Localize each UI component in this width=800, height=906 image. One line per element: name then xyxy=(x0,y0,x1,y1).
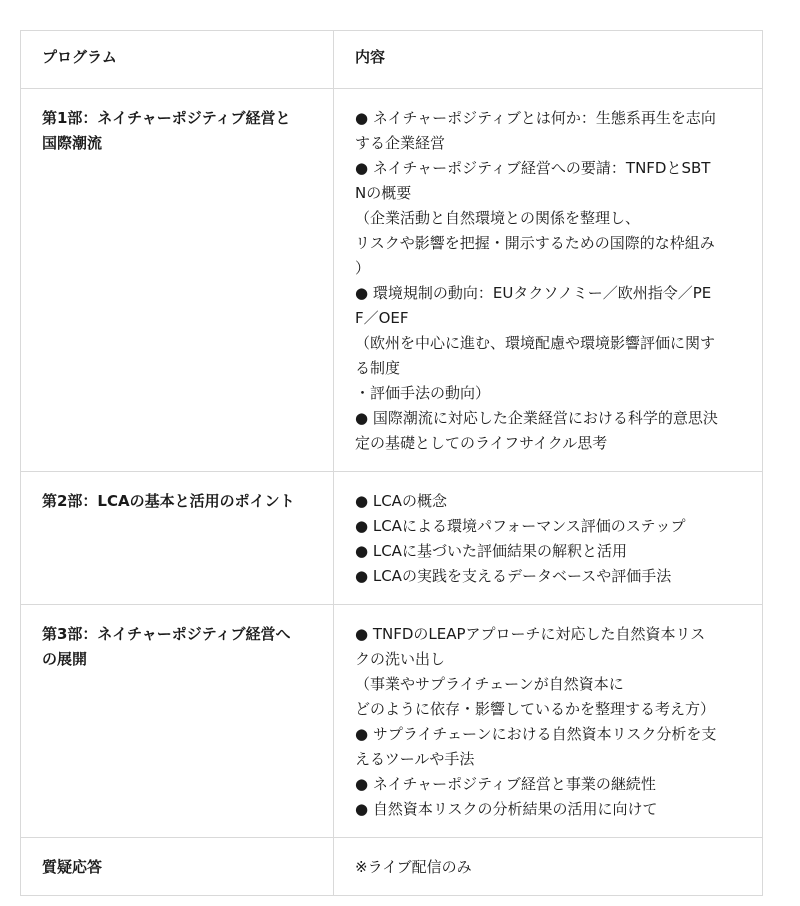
row-content xyxy=(334,89,763,472)
title-line: 第2部：LCAの基本と活用のポイント xyxy=(42,492,295,510)
content-line: ● LCAの実践を支えるデータベースや評価手法 xyxy=(355,567,672,585)
content-line: ・評価手法の動向） xyxy=(355,384,491,402)
content-line: ● ネイチャーポジティブ経営への要請：TNFDとSBT xyxy=(355,159,711,177)
title-line: 第3部：ネイチャーポジティブ経営へ xyxy=(42,625,291,643)
table-row xyxy=(21,605,763,838)
content-line: ● 自然資本リスクの分析結果の活用に向けて xyxy=(355,800,658,818)
content-line: （企業活動と自然環境との関係を整理し、 xyxy=(355,209,641,227)
content-line: F／OEF xyxy=(355,309,409,327)
header-program: プログラム xyxy=(21,31,334,89)
table-row xyxy=(21,838,763,896)
content-line: る制度 xyxy=(355,359,401,377)
content-line: （事業やサプライチェーンが自然資本に xyxy=(355,675,624,693)
title-line: 国際潮流 xyxy=(42,134,103,152)
row-title xyxy=(21,605,334,838)
content-line: ※ライブ配信のみ xyxy=(355,858,472,876)
row-title xyxy=(21,838,334,896)
content-line: （欧州を中心に進む、環境配慮や環境影響評価に関す xyxy=(355,334,716,352)
table-row xyxy=(21,472,763,605)
content-line: ● LCAに基づいた評価結果の解釈と活用 xyxy=(355,542,627,560)
row-content xyxy=(334,838,763,896)
row-title xyxy=(21,472,334,605)
title-line: 質疑応答 xyxy=(42,858,103,876)
row-title xyxy=(21,89,334,472)
content-line: Nの概要 xyxy=(355,184,412,202)
title-line: 第1部：ネイチャーポジティブ経営と xyxy=(42,109,291,127)
content-line: リスクや影響を把握・開示するための国際的な枠組み xyxy=(355,234,715,252)
row-content xyxy=(334,605,763,838)
content-line: する企業経営 xyxy=(355,134,446,152)
table-row xyxy=(21,89,763,472)
content-line: ● 国際潮流に対応した企業経営における科学的意思決 xyxy=(355,409,718,427)
content-line: ） xyxy=(355,259,371,277)
content-line: ● ネイチャーポジティブ経営と事業の継続性 xyxy=(355,775,656,793)
content-line: ● ネイチャーポジティブとは何か：生態系再生を志向 xyxy=(355,109,716,127)
title-line: の展開 xyxy=(42,650,88,668)
content-line: ● LCAによる環境パフォーマンス評価のステップ xyxy=(355,517,686,535)
content-line: ● サプライチェーンにおける自然資本リスク分析を支 xyxy=(355,725,717,743)
table-header-row xyxy=(21,31,763,89)
row-content xyxy=(334,472,763,605)
content-line: ● 環境規制の動向：EUタクソノミー／欧州指令／PE xyxy=(355,284,712,302)
content-line: クの洗い出し xyxy=(355,650,446,668)
content-line: 定の基礎としてのライフサイクル思考 xyxy=(355,434,608,452)
content-line: ● LCAの概念 xyxy=(355,492,447,510)
content-line: どのように依存・影響しているかを整理する考え方） xyxy=(355,700,716,718)
content-line: えるツールや手法 xyxy=(355,750,475,768)
program-table xyxy=(20,30,763,896)
content-line: ● TNFDのLEAPアプローチに対応した自然資本リス xyxy=(355,625,706,643)
header-content: 内容 xyxy=(334,31,763,89)
